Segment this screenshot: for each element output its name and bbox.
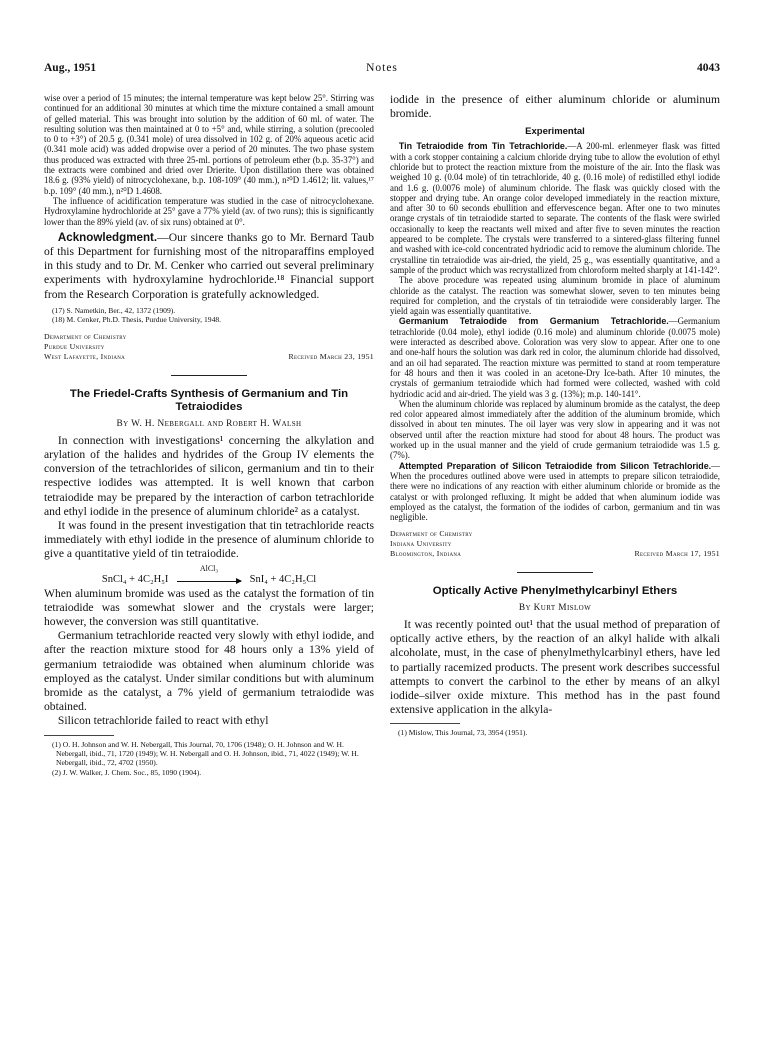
affiliation-location-row (390, 549, 720, 559)
article-title: Optically Active Phenylmethylcarbinyl Ethers (432, 585, 678, 598)
affiliation-location-row (44, 352, 374, 362)
paragraph: iodide in the presence of either aluminum chloride or aluminum bromide. (390, 93, 720, 121)
footnote: (1) Mislow, This Journal, 73, 3954 (1951). (398, 728, 528, 738)
right-column (390, 93, 720, 738)
equation-reactants: SnCl₄ + 4C₂H₅I (101, 573, 169, 585)
equation-products: SnI₄ + 4C₂H₅Cl (249, 573, 317, 585)
affiliation-university: Purdue University (44, 341, 105, 351)
received-date: Received March 17, 1951 (634, 549, 720, 559)
paragraph: It was recently pointed out¹ that the usual method of preparation of optically active ethers, by the reaction of an alkyl halide with alkali alcoholate, must, in the case of phenylmethylcarbinyl ethers, have led to partially racemized products. The present work describes successful attempts to convert the carbinol to the ether by means of an alkyl iodide–silver oxide mixture. This method has in the past found extensive application in the alkyla- (390, 617, 720, 717)
article-byline: By W. H. Nebergall and Robert H. Walsh (116, 418, 302, 429)
article-byline: By Kurt Mislow (518, 602, 592, 613)
paragraph: When aluminum bromide was used as the catalyst the formation of tin tetraiodide was somewhat slower and the crystals were larger; however, the conversion was still quantitative. (44, 586, 374, 628)
footnote: (1) O. H. Johnson and W. H. Nebergall, This Journal, 70, 1706 (1948); O. H. Johnson and W. H. Nebergall, ibid., 71, 1720 (1949); W. H. Nebergall and O. H. Johnson, ibid., 71, 4022 (1949); W. H. Nebergall, ibid., 72, 4702 (1950). (52, 739, 359, 768)
affiliation-department: Department of Chemistry (390, 529, 473, 539)
received-date: Received March 23, 1951 (288, 351, 374, 361)
paragraph: When the aluminum chloride was replaced by aluminum bromide as the catalyst, the deep red color appeared almost immediately after the addition of the aluminum bromide, which dissolved in about ten minutes. The oil layer was very slow in appearing and it was not observed until after the reaction mixture had stood for about 48 hours. The product was worked up in the usual manner and the yield of crude germanium tetraiodide was 1.5 g. (7%). (390, 398, 720, 461)
reaction-equation (44, 563, 374, 585)
paragraph: It was found in the present investigation that tin tetrachloride reacts immediately with ethyl iodide in the presence of aluminum chloride to give a quantitative yield of tin tetraiodide. (44, 518, 374, 561)
run-in-heading: Attempted Preparation of Silicon Tetraiodide from Silicon Tetrachloride. (398, 460, 712, 471)
paragraph: Germanium tetrachloride reacted very slowly with ethyl iodide, and after the reaction mixture stood for 48 hours only a 13% yield of germanium tetraiodide was obtained when aluminum chloride was employed as the catalyst. Under similar conditions but with aluminum bromide as the catalyst, a 7% yield of germanium tetraiodide was obtained. (44, 629, 374, 714)
running-header (44, 62, 720, 76)
acknowledgment-label: Acknowledgment. (57, 230, 158, 244)
footnote: (18) M. Cenker, Ph.D. Thesis, Purdue University, 1948. (52, 315, 222, 325)
paragraph: Tin Tetraiodide from Tin Tetrachloride.—A 200-ml. erlenmeyer flask was fitted with a cork stopper containing a calcium chloride drying tube to allow the evolution of ethyl chloride but to protect the reaction mixture from the moisture of the air. Into the flask was weighed 10 g. (0.04 mole) of tin tetrachloride, 40 g. (0.16 mole) of redistilled ethyl iodide and 1.6 g. (0.0076 mole) of aluminum chloride. The flask was quickly closed with the stopper and drying tube. An orange color developed immediately in the reaction mixture, and after 30 to 60 seconds ebullition and effervescence began. After one to two minutes orange crystals of tin tetraiodide started to separate. The contents of the flask were swirled occasionally to keep the reactants well mixed and after five to seven minutes the reaction appeared to be complete. The crystals were transferred to a sintered-glass filtering funnel and washed with ice-cold concentrated hydriodic acid to remove the aluminum chloride. The crystalline tin tetraiodide was air-dried, the yield, 25 g., was essentially quantitative, and a sample of the product which was recrystallized from chloroform melted sharply at 141-142°. (390, 141, 720, 275)
paragraph: Silicon tetrachloride failed to react with ethyl (57, 714, 269, 728)
paragraph: Germanium Tetraiodide from Germanium Tetrachloride.—Germanium tetrachloride (0.04 mole), ethyl iodide (0.16 mole) and aluminum chloride (0.0075 mole) were interacted as described above. Coloration was very slow to appear. After one to one and one-half hours the solution was dark red in color, the aluminum chloride had dissolved, and an oil had separated. The reaction mixture was permitted to stand at room temperature for 48 hours and then it was cooled in an acetone-Dry Ice-bath. After 10 minutes, the crystals of germanium tetraiodide which had formed were collected, washed with cold hydriodic acid and air-dried. The yield was 3 g. (13%); m.p. 140-141°. (390, 316, 720, 399)
footnote-divider (44, 735, 114, 736)
section-divider (171, 375, 247, 376)
article-title: The Friedel-Crafts Synthesis of Germanium and Tin Tetraiodides (69, 387, 349, 414)
acknowledgment-text: —Our sincere thanks go to Mr. Bernard Taub of this Department for furnishing most of the nitroparaffins employed in this study and to Dr. M. Cenker who carried out several preliminary experiments with hydroxylamine hydrochloride.¹⁸ Financial support from the Research Corporation is gratefully acknowledged. (44, 230, 374, 301)
header-section: Notes (366, 62, 398, 74)
section-divider (517, 572, 593, 573)
run-in-heading: Germanium Tetraiodide from Germanium Tetrachloride. (398, 316, 669, 327)
paragraph: The influence of acidification temperature was studied in the case of nitrocyclohexane. Hydroxylamine hydrochloride at 25° gave a 77% yield (av. of two runs); this is significantly lower than the 89% yield (av. of six runs) obtained at 0°. (44, 195, 374, 227)
reaction-arrow (177, 563, 241, 582)
paragraph: Attempted Preparation of Silicon Tetraiodide from Silicon Tetrachloride.—When the procedures outlined above were used in attempts to prepare silicon tetraiodide, there were no indications of any reaction with either aluminum chloride or bromide as the catalyst or with prolonged refluxing. It might be added that when aluminum iodide was employed as the catalyst, the formation of the iodides of carbon, germanium and tin was negligible. (390, 460, 720, 523)
paragraph: In connection with investigations¹ concerning the alkylation and arylation of the halides and hydrides of the Group IV elements the conversion of the tetrachlorides of silicon, germanium and tin to their respective iodides was attempted. It is well known that carbon tetraiodide may be prepared by the interaction of carbon tetrachloride and ethyl iodide in the presence of aluminum chloride² as a catalyst. (44, 433, 374, 518)
affiliation-department: Department of Chemistry (44, 331, 127, 341)
acknowledgment (44, 231, 374, 302)
left-column (44, 93, 374, 777)
affiliation-university: Indiana University (390, 539, 452, 549)
paragraph: The above procedure was repeated using aluminum bromide in place of aluminum chloride as the catalyst. The reaction was somewhat slower, seven to ten minutes being required for completion, and the crystals of tin tetraiodide were considerably larger. The yield again was essentially quantitative. (390, 275, 720, 317)
footnote-divider (390, 723, 460, 724)
equation-catalyst: AlCl₃ (199, 563, 219, 573)
affiliation-city: West Lafayette, Indiana (44, 351, 126, 361)
affiliation-city: Bloomington, Indiana (390, 549, 462, 559)
section-heading-experimental: Experimental (525, 126, 585, 138)
header-page-number: 4043 (697, 62, 720, 74)
footnote: (17) S. Nametkin, Ber., 42, 1372 (1909). (52, 305, 176, 315)
header-date: Aug., 1951 (44, 62, 97, 74)
footnote: (2) J. W. Walker, J. Chem. Soc., 85, 1090 (1904). (52, 767, 202, 777)
paragraph: wise over a period of 15 minutes; the internal temperature was kept below 25°. Stirring was continued for an additional 30 minutes at which time the mixture contained a small amount of gelled material. This was brought into solution by the addition of 60 ml. of water. The resulting solution was then maintained at 0 to +5° and, while stirring, a solution (precooled to 0 to +3°) of 20.5 g. (0.341 mole) of urea dissolved in 102 g. of 20% aqueous acetic acid (0.341 mole acid) was added dropwise over a period of 20 minutes. The two phase system thus produced was extracted with three 25-ml. portions of petroleum ether (b.p. 35-37°) and the extracts were combined and dried over Drierite. Upon distillation there was obtained 18.6 g. (93% yield) of nitrocyclohexane, b.p. 108-109° (40 mm.), n²⁰D 1.4612; lit. values,¹⁷ b.p. 109° (40 mm.), n²⁰D 1.4608. (44, 93, 374, 196)
run-in-heading: Tin Tetraiodide from Tin Tetrachloride. (398, 141, 568, 152)
